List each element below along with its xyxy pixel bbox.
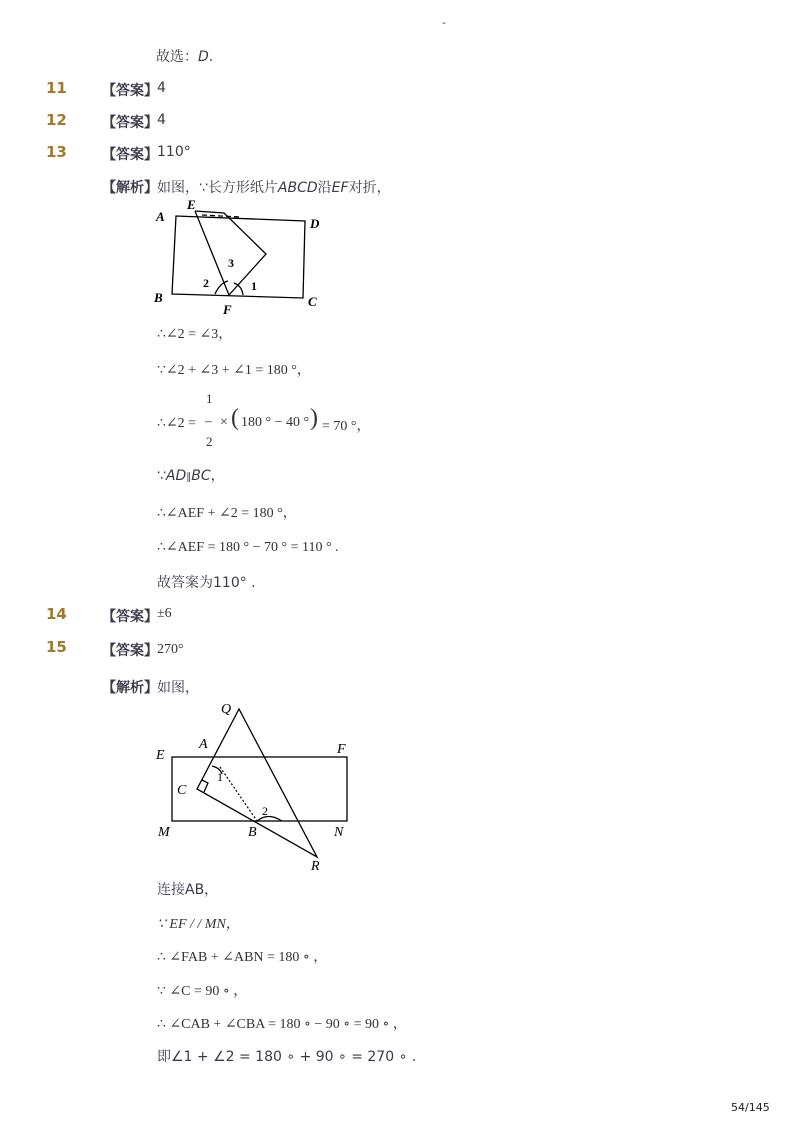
q15-label-r: R	[311, 859, 320, 874]
q15-label-m: M	[158, 825, 170, 840]
analysis-tag-15: 【解析】	[102, 680, 158, 696]
question-number-11: 11	[46, 79, 67, 97]
q15-label-2: 2	[262, 804, 268, 818]
q13-frac-bar: –	[205, 414, 212, 429]
q13-ad: AD	[165, 468, 187, 484]
choice-letter: D	[198, 49, 209, 65]
q13-intro-a: 如图，∵长方形纸片	[157, 180, 278, 196]
q13-frac-paren: 180 ° − 40 °	[241, 415, 310, 430]
q13-frac-den: 2	[206, 434, 213, 449]
q13-intro	[157, 177, 391, 197]
q15-triangle	[197, 709, 317, 857]
q13-label-c: C	[308, 294, 317, 309]
q15-step-3: ∴ ∠FAB + ∠ABN = 180 ∘ ，	[157, 950, 328, 965]
answer-tag-14: 【答案】	[102, 609, 158, 625]
q13-parallel-end: ，	[210, 468, 225, 484]
q13-figure	[150, 195, 335, 320]
question-number-13: 13	[46, 143, 67, 161]
answer-tag-15: 【答案】	[102, 643, 158, 659]
q15-angle-arc-2	[257, 817, 282, 822]
q13-frac-result: = 70 °，	[322, 419, 371, 434]
q13-paren-open: (	[231, 405, 239, 431]
answer-15: 270°	[157, 642, 184, 657]
q13-label-a: A	[156, 209, 165, 224]
q15-step-6: 即∠1 + ∠2 = 180 ∘ + 90 ∘ = 270 ∘ .	[157, 1049, 417, 1065]
answer-11: 4	[157, 80, 166, 96]
choice-line	[156, 46, 213, 66]
q15-intro: 如图，	[157, 680, 199, 696]
q13-intro-c: 沿	[317, 180, 332, 196]
q13-label-e: E	[187, 197, 196, 212]
choice-text: 故选：	[156, 49, 198, 65]
answer-tag-13: 【答案】	[102, 147, 158, 163]
q13-frac-num: 1	[206, 391, 213, 406]
q13-frac-lead: ∴∠2 =	[157, 416, 197, 431]
q13-label-f: F	[223, 302, 232, 317]
q13-bc: BC	[191, 468, 211, 484]
question-number-12: 12	[46, 111, 67, 129]
q13-angle-arc-1	[234, 283, 243, 295]
q13-label-3: 3	[228, 256, 234, 270]
question-number-15: 15	[46, 638, 67, 656]
q15-label-a: A	[199, 737, 208, 752]
q13-intro-abcd: ABCD	[277, 180, 318, 196]
q15-label-b: B	[248, 825, 257, 840]
question-number-14: 14	[46, 605, 67, 623]
q13-conclusion: 故答案为110° .	[157, 575, 256, 591]
q15-step-4: ∵ ∠C = 90 ∘ ，	[157, 984, 248, 999]
answer-tag-11: 【答案】	[102, 83, 158, 99]
q15-step-5: ∴ ∠CAB + ∠CBA = 180 ∘ − 90 ∘ = 90 ∘ ，	[157, 1017, 407, 1032]
q13-frac-times: ×	[220, 415, 228, 430]
q15-figure	[150, 695, 365, 875]
q13-step-1: ∴∠2 = ∠3，	[157, 327, 233, 342]
q15-step-2: ∵ EF / / MN，	[157, 917, 240, 932]
q13-label-d: D	[310, 216, 320, 231]
choice-end: .	[208, 49, 214, 65]
q13-parallel-sym: ∥	[186, 472, 192, 483]
page-number: 54/145	[731, 1101, 770, 1114]
q15-right-angle-mark	[202, 780, 208, 792]
q15-label-f: F	[337, 742, 346, 757]
answer-tag-12: 【答案】	[102, 115, 158, 131]
answer-12: 4	[157, 112, 166, 128]
q15-step-1: 连接AB，	[157, 882, 219, 898]
q15-label-c: C	[177, 783, 187, 798]
q13-step-2: ∵∠2 + ∠3 + ∠1 = 180 °，	[157, 363, 311, 378]
analysis-tag-13: 【解析】	[102, 180, 158, 196]
q13-paren-close: )	[310, 405, 318, 431]
header-mark: -	[442, 16, 446, 29]
answer-14: ±6	[157, 606, 172, 621]
q13-intro-e: 对折，	[348, 180, 391, 196]
q13-step-6: ∴∠AEF = 180 ° − 70 ° = 110 ° .	[157, 540, 339, 555]
q13-label-b: B	[154, 290, 163, 305]
q13-label-1: 1	[251, 279, 257, 293]
q15-label-e: E	[156, 748, 165, 763]
q13-step-4	[157, 465, 225, 485]
q13-step-5: ∴∠AEF + ∠2 = 180 °，	[157, 506, 297, 521]
q15-label-q: Q	[221, 702, 232, 717]
answer-13: 110°	[157, 144, 191, 160]
q15-label-1: 1	[217, 770, 223, 784]
q13-intro-ef: EF	[331, 180, 349, 196]
q13-because: ∵	[157, 468, 166, 484]
q15-label-n: N	[334, 825, 344, 840]
q13-label-2: 2	[203, 276, 209, 290]
